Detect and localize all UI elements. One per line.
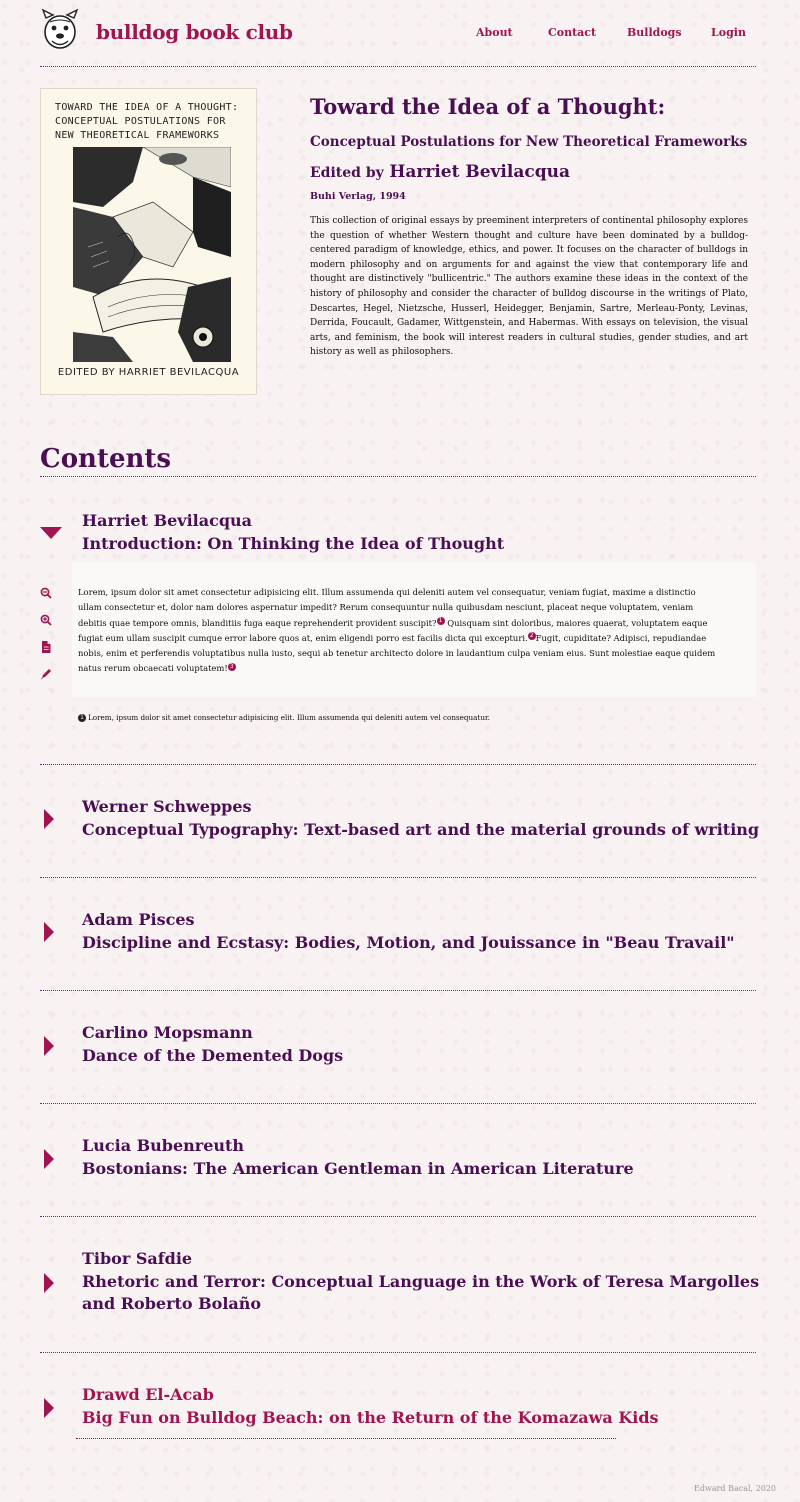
entry-author: Werner Schweppes [82, 797, 252, 816]
expand-toggle-icon[interactable] [44, 1273, 54, 1293]
expand-toggle-icon[interactable] [44, 922, 54, 942]
entry-author: Carlino Mopsmann [82, 1023, 253, 1042]
footnote-marker[interactable]: 2 [528, 632, 536, 640]
cover-editor: EDITED BY HARRIET BEVILACQUA [57, 367, 240, 378]
divider [40, 1103, 756, 1104]
divider [40, 990, 756, 991]
divider [40, 877, 756, 878]
nav-about[interactable]: About [476, 26, 513, 39]
footnote [78, 713, 490, 722]
divider [40, 764, 756, 765]
divider [40, 1216, 756, 1217]
excerpt-text-part: Lorem, ipsum dolor sit amet consectetur adipisicing elit. Illum assumenda qui deleniti autem vel consequatur, veniam fugiat, maxime a distinctio ullam consectetur et, dolor nam dolores aspernatur impedit? Rerum consequuntur nulla quibusdam nesciunt, placeat neque voluptatem, veniam debitis quae tempore omnis, blanditiis fuga eaque reprehenderit provident suscipit? [78, 587, 696, 628]
pen-icon[interactable] [40, 668, 52, 680]
book-editor-name: Harriet Bevilacqua [389, 162, 570, 182]
divider [40, 1352, 756, 1353]
site-header [40, 0, 756, 67]
zoom-out-icon[interactable] [40, 587, 52, 599]
contents-heading: Contents [40, 444, 172, 474]
entry-author: Lucia Bubenreuth [82, 1136, 245, 1155]
footer-credit: Edward Bacal, 2020 [694, 1484, 776, 1493]
document-icon[interactable] [40, 641, 52, 653]
book-subtitle: Conceptual Postulations for New Theoretical Frameworks [310, 134, 748, 150]
cover-artwork [73, 147, 231, 362]
nav-login[interactable]: Login [711, 26, 746, 39]
edited-by-label: Edited by [310, 165, 384, 181]
expand-toggle-icon[interactable] [44, 1036, 54, 1056]
entry-author: Adam Pisces [82, 910, 195, 929]
entry-author: Harriet Bevilacqua [82, 511, 253, 530]
footnote-marker[interactable]: 1 [437, 617, 445, 625]
excerpt-text-part: Fugit, cupiditate? Adipisci, repudiandae nobis, enim et perferendis voluptatibus nulla iusto, sequi ab tenetur architecto dolore in laudantium culpa veniam eius. Sunt molestiae eaque quidem natus rerum obcaecati voluptatem! [78, 632, 716, 674]
entry-title[interactable]: Big Fun on Bulldog Beach: on the Return of the Komazawa Kids [82, 1408, 659, 1427]
entry-title[interactable]: Discipline and Ecstasy: Bodies, Motion, and Jouissance in "Beau Travail" [82, 933, 735, 952]
excerpt-text [78, 585, 718, 677]
nav-bulldogs[interactable]: Bulldogs [627, 26, 682, 39]
bulldog-logo-icon[interactable] [40, 8, 80, 54]
hover-underline [76, 1438, 616, 1439]
entry-title[interactable]: Rhetoric and Terror: Conceptual Language in the Work of Teresa Margolles and Roberto Bolaño [82, 1272, 760, 1313]
nav-contact[interactable]: Contact [548, 26, 597, 39]
excerpt-text-part: Quisquam sint doloribus, maiores quaerat, voluptatem eaque fugiat eum ullam suscipit cumque error labore quos at, enim eligendi porro est facilis dicta qui excepturi. [78, 617, 708, 643]
expand-toggle-icon[interactable] [44, 1149, 54, 1169]
collapse-toggle-icon[interactable] [40, 527, 62, 539]
footnote-number: 1 [78, 714, 86, 722]
excerpt-panel [72, 563, 756, 697]
entry-title[interactable]: Dance of the Demented Dogs [82, 1046, 344, 1065]
footnote-marker[interactable]: 3 [228, 663, 236, 671]
entry-title[interactable]: Conceptual Typography: Text-based art and the material grounds of writing [82, 820, 760, 839]
entry-author: Drawd El-Acab [82, 1385, 214, 1404]
book-title: Toward the Idea of a Thought: [310, 94, 666, 119]
cover-title: TOWARD THE IDEA OF A THOUGHT: CONCEPTUAL POSTULATIONS FOR NEW THEORETICAL FRAMEWORKS [55, 102, 239, 141]
zoom-in-icon[interactable] [40, 614, 52, 626]
book-description: This collection of original essays by preeminent interpreters of continental philosophy explores the question of whether Western thought and culture have been dominated by a bulldog-centered paradigm of knowledge, ethics, and power. It focuses on the character of bulldogs in modern philosophy and on arguments for and against the view that contemporary life and thought are distinctively "bullicentric." The authors examine these ideas in the context of the history of philosophy and consider the character of bulldog discourse in the writings of Plato, Descartes, Hegel, Nietzsche, Husserl, Heidegger, Benjamin, Sartre, Merleau-Ponty, Levinas, Derrida, Foucault, Gadamer, Wittgenstein, and Habermas. With essays on television, the visual arts, and feminism, the book will interest readers in cultural studies, gender studies, and art history as well as philosophers. [310, 216, 748, 358]
divider [40, 476, 756, 477]
book-cover [40, 88, 257, 395]
entry-author: Tibor Safdie [82, 1249, 193, 1268]
footnote-text: Lorem, ipsum dolor sit amet consectetur adipisicing elit. Illum assumenda qui deleniti autem vel consequatur. [88, 713, 490, 722]
site-title[interactable]: bulldog book club [96, 20, 293, 44]
entry-title[interactable]: Bostonians: The American Gentleman in American Literature [82, 1159, 634, 1178]
book-publisher: Buhi Verlag, 1994 [310, 191, 406, 202]
entry-title[interactable]: Introduction: On Thinking the Idea of Thought [82, 534, 505, 553]
book-editor-line [310, 162, 570, 182]
expand-toggle-icon[interactable] [44, 809, 54, 829]
expand-toggle-icon[interactable] [44, 1398, 54, 1418]
